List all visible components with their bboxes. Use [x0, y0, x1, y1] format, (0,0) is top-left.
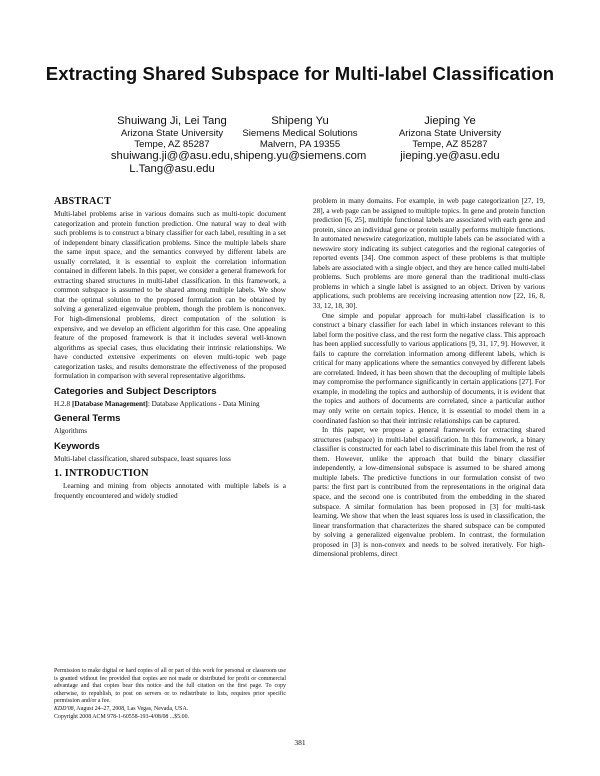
copyright-line: Copyright 2008 ACM 978-1-60558-193-4/08/08 ...$5.00. [54, 713, 189, 720]
general-terms-text: Algorithms [54, 427, 88, 436]
author-email: jieping.ye@asu.edu [400, 150, 500, 162]
author-affiliation: Arizona State University [398, 128, 502, 139]
abstract-heading: ABSTRACT [54, 196, 112, 207]
intro-paragraph-2: One simple and popular approach for multi-label classification is to construct a binary classifier for each label in which instances relevant to this label form the positive class, and the rest form the negative class. This approach has been applied successfully to various applications [9, 31, 17, 9]. However, it fails to capture the correlation information among different labels, which is critical for many applications where the semantics conveyed by different labels are correlated. Indeed, it has been shown that the decoupling of multiple labels may compromise the performance significantly in certain applications [27]. For example, in modeling the topics and authorship of documents, it is evident that the topics and authors of documents are correlated, since a particular author may only write on certain topics. Hence, it is essential to model them in a coordinated fashion so that their intrinsic relationships can be captured. [313, 311, 545, 425]
categories-heading: Categories and Subject Descriptors [54, 385, 217, 397]
left-column [54, 196, 286, 502]
introduction-heading: 1. INTRODUCTION [54, 468, 149, 480]
author-email: L.Tang@asu.edu [129, 162, 215, 175]
author-name: Shipeng Yu [271, 115, 329, 127]
author-name: Shuiwang Ji, Lei Tang [117, 115, 227, 127]
right-column [313, 197, 545, 560]
category-code: H.2.8 [54, 399, 72, 408]
author-location: Tempe, AZ 85287 [412, 139, 488, 150]
page-number: 381 [294, 738, 306, 747]
conference-line [54, 706, 286, 714]
author-affiliation: Arizona State University [120, 128, 224, 139]
conference-name: KDD'08, [54, 705, 76, 712]
author-location: Malvern, PA 19355 [259, 139, 341, 150]
keywords-text: Multi-label classification, shared subspace, least squares loss [54, 454, 231, 463]
author-name: Jieping Ye [424, 115, 476, 127]
author-location: Tempe, AZ 85287 [134, 139, 210, 150]
paper-title: Extracting Shared Subspace for Multi-label Classification [45, 63, 555, 84]
author-block-3 [350, 115, 550, 163]
permission-text: Permission to make digital or hard copies of all or part of this work for personal or classroom use is granted without fee provided that copies are not made or distributed for profit or commercial advantage and that copies bear this notice and the full citation on the first page. To copy otherwise, to republish, to post on servers or to redistribute to lists, requires prior specific permission and/or a fee. [54, 668, 286, 705]
conference-details: August 24–27, 2008, Las Vegas, Nevada, USA. [75, 705, 189, 712]
author-email: shuiwang.ji@@asu.edu, [110, 150, 234, 162]
category-description: : Database Applications - Data Mining [147, 399, 260, 408]
permission-notice [54, 668, 286, 721]
author-email: shipeng.yu@siemens.com [233, 150, 367, 162]
author-affiliation: Siemens Medical Solutions [242, 128, 358, 139]
category-bracket: [Database Management] [71, 399, 148, 408]
abstract-text: Multi-label problems arise in various domains such as multi-topic document categorization and protein function prediction. One natural way to deal with such problems is to construct a binary classifier for each label, resulting in a set of independent binary classification problems. Since the multiple labels share the same input space, and the semantics conveyed by different labels are usually correlated, it is essential to exploit the correlation information contained in different labels. In this paper, we consider a general framework for extracting shared structures in multi-label classification. In this framework, a common subspace is assumed to be shared among multiple labels. We show that the optimal solution to the proposed formulation can be obtained by solving a generalized eigenvalue problem, though the problem is nonconvex. For high-dimensional problems, direct computation of the solution is expensive, and we develop an efficient algorithm for this case. One appealing feature of the proposed framework is that it includes several well-known algorithms as special cases, thus elucidating their intrinsic relationships. We have conducted extensive experiments on eleven multi-topic web page categorization tasks, and results demonstrate the effectiveness of the proposed formulation in comparison with several representative algorithms. [54, 210, 286, 381]
keywords-heading: Keywords [54, 440, 100, 452]
intro-paragraph-1-start: Learning and mining from objects annotated with multiple labels is a frequently encountered and widely studied [54, 482, 286, 501]
intro-paragraph-1-end: problem in many domains. For example, in web page categorization [27, 19, 28], a web page can be assigned to multiple topics. In gene and protein function prediction [6, 25], multiple functional labels are associated with each gene and protein, since an individual gene or protein usually performs multiple functions. In automated newswire categorization, multiple labels can be associated with a newswire story indicating its subject categories and the regional categories of reported events [34]. One common aspect of these problems is that multiple labels are associated with a single object, and they are hence called multi-label problems. Such problems are more general than the traditional multi-class problems in which a single label is assigned to an object. Driven by various applications, such problems are receiving increasing attention now [22, 16, 8, 33, 12, 18, 30]. [313, 197, 545, 311]
categories-text [54, 400, 286, 410]
general-terms-heading: General Terms [54, 413, 121, 425]
intro-paragraph-3: In this paper, we propose a general framework for extracting shared structures (subspace) in multi-label classification. In this framework, a binary classifier is constructed for each label to discriminate this label from the rest of them. However, unlike the approach that build the binary classifier independently, a low-dimensional subspace is assumed to be shared among multiple labels. The predictive functions in our formulation consist of two parts: the first part is contributed from the representations in the original data space, and the second one is contributed from the embedding in the shared subspace. A similar formulation has been proposed in [3] for multi-task learning. We show that when the least squares loss is used in classification, the linear transformation that characterizes the shared subspace can be computed by solving a generalized eigenvalue problem. In contrast, the formulation proposed in [3] is non-convex and needs to be solved iteratively. For high-dimensional problems, direct [313, 426, 545, 559]
